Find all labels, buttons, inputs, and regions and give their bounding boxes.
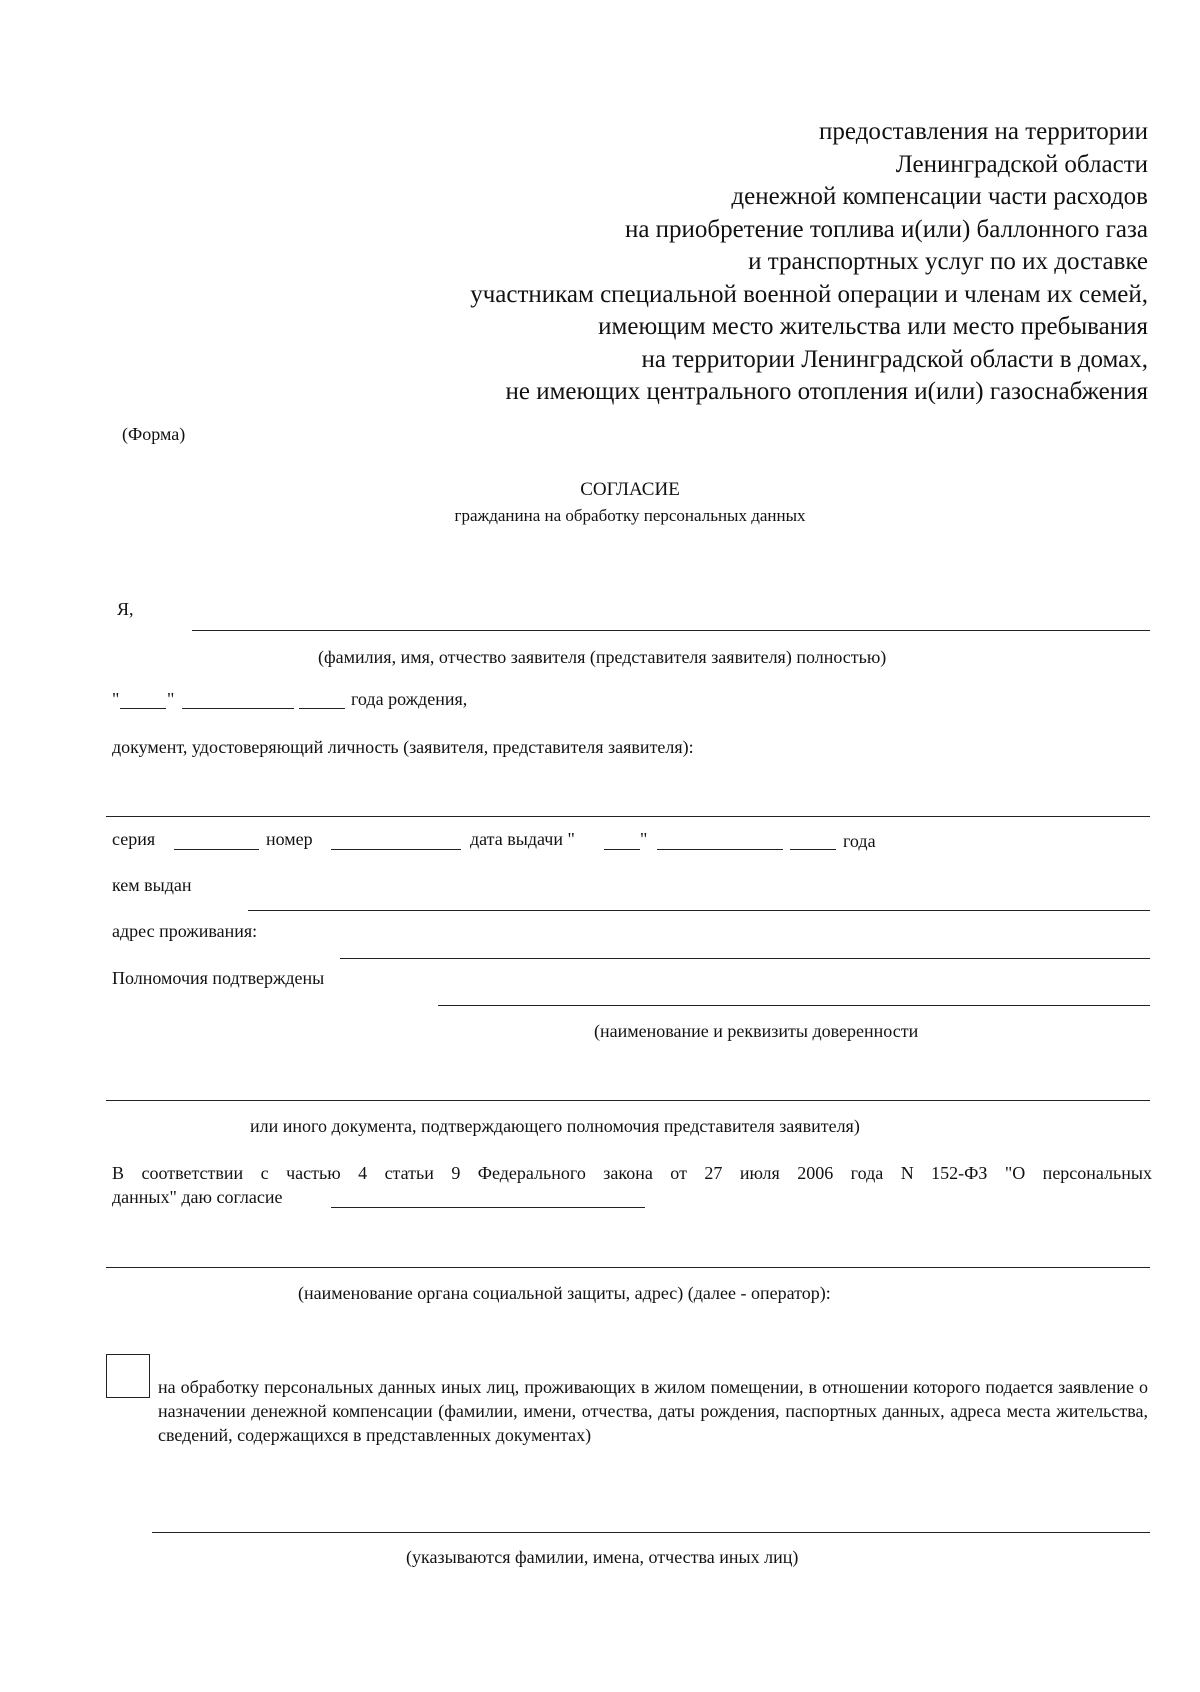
issue-date-label: дата выдачи " [470,829,575,849]
consent-text-line-2: данных" даю согласие [112,1187,283,1207]
persons-line[interactable] [152,1532,1150,1533]
year-label: года [843,831,876,851]
issued-by-label: кем выдан [112,875,192,895]
number-label: номер [266,829,313,849]
issue-month-line[interactable] [657,849,783,850]
checkbox-text: на обработку персональных данных иных лиц, проживающих в жилом помещении, в отношении которого подается заявление о назначении денежной компенсации (фамилии, имени, отчества, даты рождения, паспортных данных, адреса места жительства, сведений, содержащихся в представленных документах) [158,1377,1148,1445]
header-line: не имеющих центрального отопления и(или) газоснабжения [505,378,1148,405]
persons-caption: (указываются фамилии, имена, отчества иных лиц) [406,1547,799,1567]
header-line: Ленинградской области [895,150,1148,178]
series-line[interactable] [174,849,259,850]
birth-year-line[interactable] [299,708,345,709]
issued-by-line[interactable] [248,910,1150,911]
header-line: на приобретение топлива и(или) баллонного газа [624,215,1148,243]
authority-caption: (наименование и реквизиты доверенности [594,1021,919,1041]
birth-quote-close: " [167,689,175,709]
issue-year-line[interactable] [790,849,836,850]
birth-quote-open: " [112,689,120,709]
consent-checkbox[interactable] [106,1354,150,1398]
header-line: денежной компенсации части расходов [731,183,1148,210]
form-label: (Форма) [122,424,186,444]
operator-line[interactable] [106,1267,1150,1268]
authority-label: Полномочия подтверждены [112,968,325,988]
series-label: серия [112,829,156,849]
header-line: и транспортных услуг по их доставке [748,248,1148,275]
birth-day-line[interactable] [120,708,166,709]
fio-caption: (фамилия, имя, отчество заявителя (представителя заявителя) полностью) [318,647,887,667]
fio-input-line[interactable] [192,630,1150,631]
authority-line[interactable] [438,1005,1150,1006]
document-input-line[interactable] [106,816,1150,817]
consent-text-line-1: В соответствии с частью 4 статьи 9 Федерального закона от 27 июля 2006 года N 152-ФЗ "О персональных [112,1163,1152,1183]
number-line[interactable] [331,849,461,850]
operator-caption: (наименование органа социальной защиты, адрес) (далее - оператор): [298,1283,831,1303]
document-label: документ, удостоверяющий личность (заявителя, представителя заявителя): [112,737,694,757]
header-line: на территории Ленинградской области в домах, [641,345,1148,373]
header-line: имеющим место жительства или место пребывания [598,313,1148,340]
document-title: СОГЛАСИЕ [580,479,680,500]
address-label: адрес проживания: [112,921,258,941]
address-line[interactable] [340,958,1150,959]
consent-operator-line[interactable] [331,1207,645,1208]
ya-label: Я, [117,599,134,619]
birth-label: года рождения, [351,689,468,709]
document-header [248,116,1148,409]
birth-month-line[interactable] [182,708,294,709]
header-line: предоставления на территории [819,118,1148,145]
authority-caption-2: или иного документа, подтверждающего полномочия представителя заявителя) [250,1116,860,1136]
authority-line-2[interactable] [106,1100,1150,1101]
issue-day-line[interactable] [604,849,640,850]
issue-date-quote-close: " [640,829,648,849]
header-line: участникам специальной военной операции и членам их семей, [470,280,1148,308]
document-subtitle: гражданина на обработку персональных данных [454,506,806,525]
